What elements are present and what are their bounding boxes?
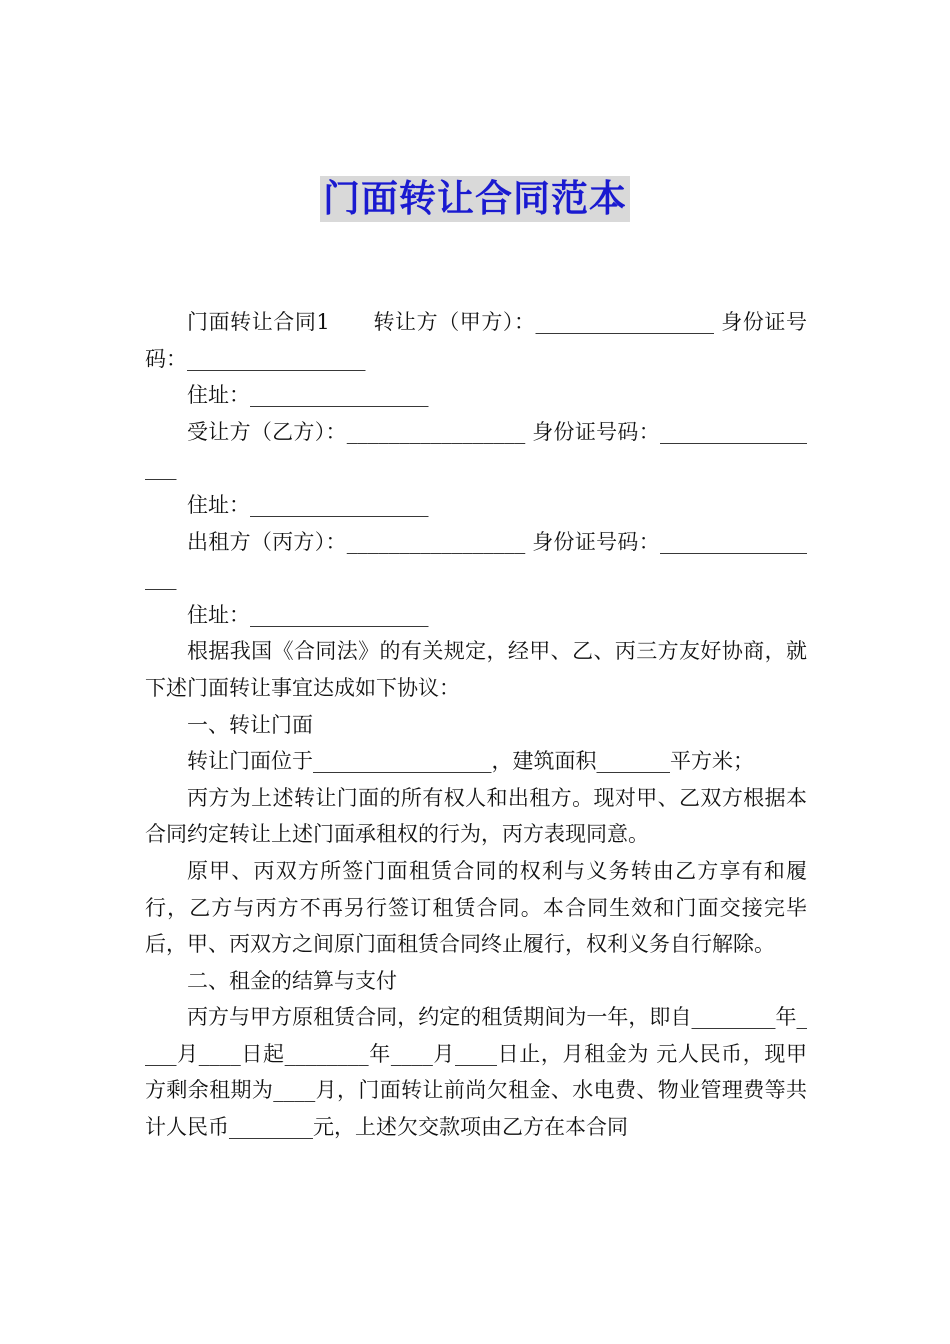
section-heading-transfer: 一、转让门面	[187, 712, 313, 737]
section-heading-rent: 二、租金的结算与支付	[187, 968, 397, 993]
paragraph-parties-transferor: 门面转让合同1 转让方（甲方）：_________________ 身份证号码：_________________	[145, 310, 807, 371]
document-body	[145, 304, 807, 1146]
document-title: 门面转让合同范本	[320, 176, 630, 222]
paragraph-rights-transfer: 原甲、丙双方所签门面租赁合同的权利与义务转由乙方享有和履行，乙方与丙方不再另行签订租赁合同。本合同生效和门面交接完毕后，甲、丙双方之间原门面租赁合同终止履行，权利义务自行解除。	[145, 858, 807, 957]
paragraph-shop-location: 转让门面位于_________________，建筑面积_______平方米；	[187, 749, 754, 774]
title-container	[0, 176, 950, 222]
paragraph-lessor-consent: 丙方为上述转让门面的所有权人和出租方。现对甲、乙双方根据本合同约定转让上述门面承租权的行为，丙方表现同意。	[145, 785, 807, 847]
paragraph-parties-transferee: 受让方（乙方）：_________________ 身份证号码：_________________	[145, 419, 807, 481]
paragraph-rent-settlement: 丙方与甲方原租赁合同，约定的租赁期间为一年，即自________年____月____日起________年____月____日止，月租金为 元人民币，现甲方剩余租期为____月，门面转让前尚欠租金、水电费、物业管理费等共计人民币________元，上述欠交款项由乙方在本合同	[145, 1005, 807, 1140]
paragraph-parties-lessor: 出租方（丙方）：_________________ 身份证号码：_________________	[145, 529, 807, 591]
paragraph-transferor-address: 住址：_________________	[187, 383, 429, 408]
paragraph-lessor-address: 住址：_________________	[187, 602, 429, 627]
paragraph-preamble: 根据我国《合同法》的有关规定，经甲、乙、丙三方友好协商，就下述门面转让事宜达成如下协议：	[145, 639, 807, 700]
paragraph-transferee-address: 住址：_________________	[187, 492, 429, 517]
